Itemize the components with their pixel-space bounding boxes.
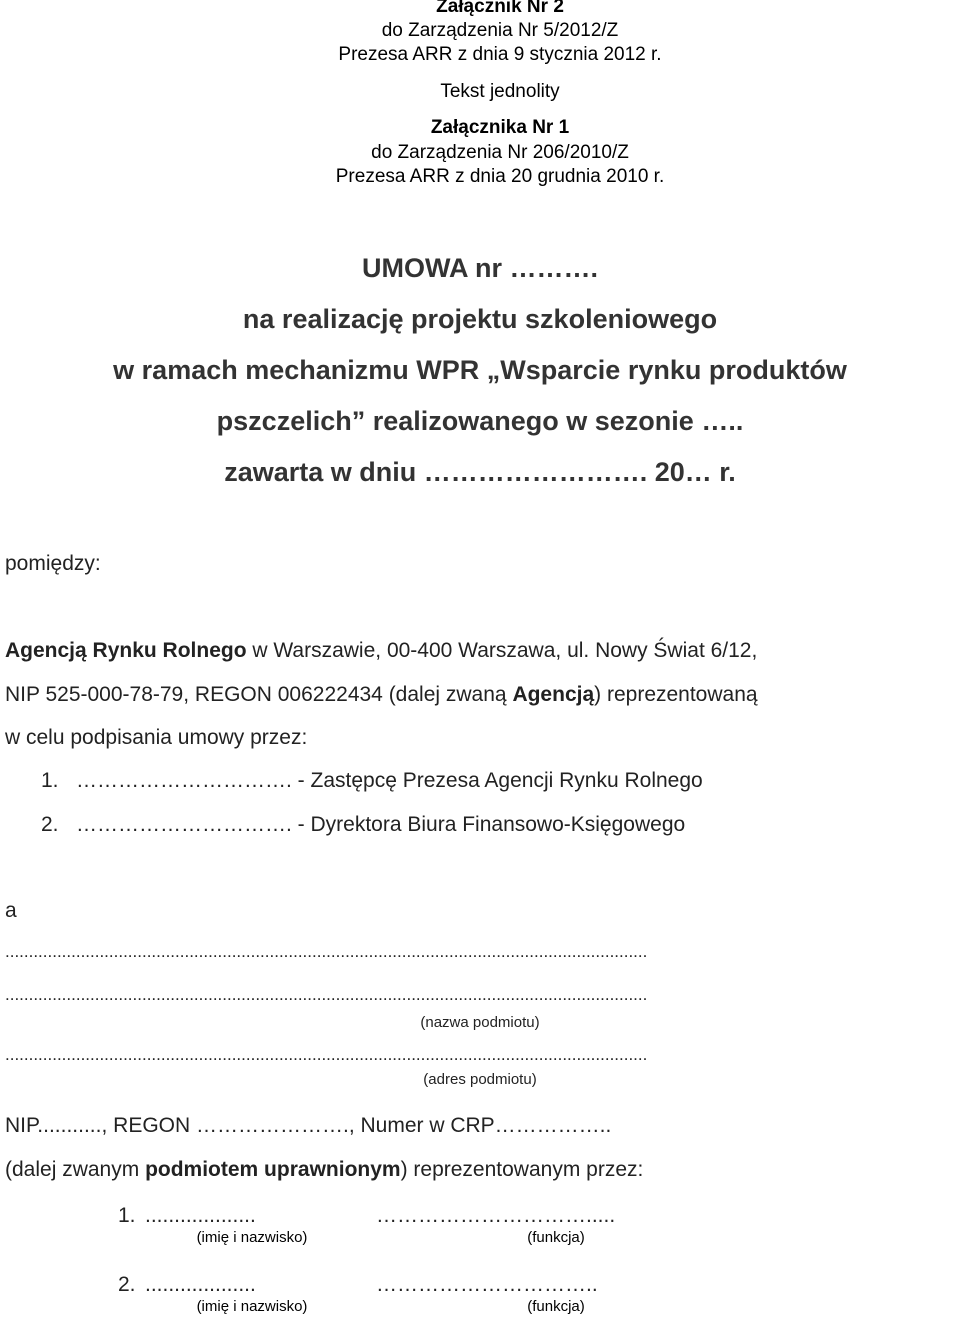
president-date-2: Prezesa ARR z dnia 20 grudnia 2010 r. [335,166,665,187]
further-suffix: ) reprezentowanym przez: [400,1158,644,1181]
sig1-name-dots: ................... [145,1204,256,1227]
sig2-name-dots: ................... [145,1273,256,1296]
name-label: (nazwa podmiotu) [420,1014,540,1031]
sig2-name-hint: (imię i nazwisko) [196,1298,308,1315]
order-reference: do Zarządzenia Nr 5/2012/Z [381,20,619,41]
sig2-func-hint: (funkcja) [527,1298,585,1315]
rep1-text: …………………………. - Zastępcę Prezesa Agencji Rynku Rolnego [76,769,703,792]
sig1-func-dots: …………………………..... [376,1204,616,1227]
sig2-number: 2. [118,1273,136,1296]
contract-subtitle-1: na realizację projektu szkoleniowego [242,304,718,334]
further-prefix: (dalej zwanym [5,1158,146,1181]
sig1-name-hint: (imię i nazwisko) [196,1229,308,1246]
agency-represented: ) reprezentowaną [594,683,758,706]
sig1-number: 1. [118,1204,136,1227]
annex-number: Załącznik Nr 2 [436,0,564,17]
contract-subtitle-2: w ramach mechanizmu WPR „Wsparcie rynku produktów [113,355,847,385]
represent-line: w celu podpisania umowy przez: [5,726,308,749]
contract-subtitle-3: pszczelich” realizowanego w sezonie ….. [216,406,744,436]
president-date: Prezesa ARR z dnia 9 stycznia 2012 r. [338,44,662,65]
contract-date-line: zawarta w dniu ……………………. 20… r. [224,457,736,487]
beneficiary-ids: NIP..........., REGON …………………., Numer w CRP…………….. [5,1114,612,1137]
agency-ids-line [5,683,758,707]
and-label: a [5,899,17,922]
beneficiary-dots-2: ........................................................................................................................................ [5,985,648,1004]
agency-ids: NIP 525-000-78-79, REGON 006222434 (dalej zwaną [5,683,513,706]
sig1-func-hint: (funkcja) [527,1229,585,1246]
agency-short-name: Agencją [512,683,595,706]
contract-title: UMOWA nr ………. [362,253,598,283]
entitled-entity: podmiotem uprawnionym [145,1158,401,1181]
beneficiary-dots-3: ........................................................................................................................................ [5,1045,648,1064]
beneficiary-dots-1: ........................................................................................................................................ [5,942,648,961]
rep1-number: 1. [41,769,59,792]
beneficiary-further [5,1158,643,1182]
agency-name: Agencją Rynku Rolnego [5,639,247,662]
agency-address: w Warszawie, 00-400 Warszawa, ul. Nowy Świat 6/12, [246,639,758,662]
rep2-number: 2. [41,813,59,836]
sig2-func-dots: ………………………….. [376,1273,598,1296]
order-reference-2: do Zarządzenia Nr 206/2010/Z [371,142,629,163]
between-label: pomiędzy: [5,552,101,575]
consolidated-text-label: Tekst jednolity [440,81,560,102]
annex-number-2: Załącznika Nr 1 [430,117,570,138]
rep2-text: …………………………. - Dyrektora Biura Finansowo-Księgowego [76,813,686,836]
agency-line [5,639,757,663]
address-label: (adres podmiotu) [423,1071,537,1088]
